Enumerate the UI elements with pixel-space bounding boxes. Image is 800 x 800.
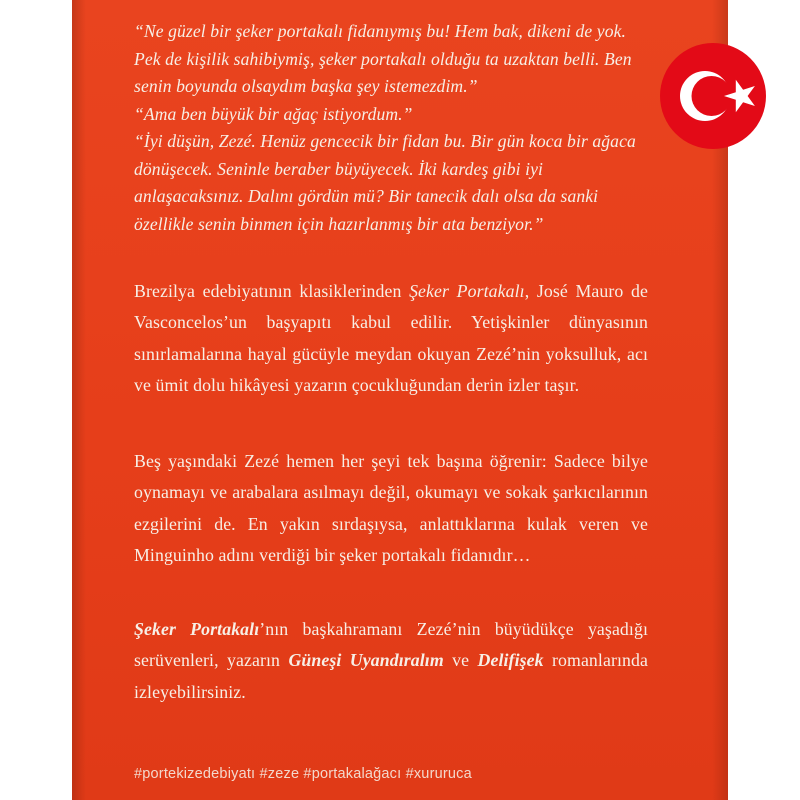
quote-line: “Ama ben büyük bir ağaç istiyordum.” — [134, 103, 413, 124]
book-title: Şeker Portakalı — [409, 281, 525, 301]
paragraph-text: , José Mauro de Vasconcelos’un başyapıtı kabul edilir. Yetişkinler dünyasının sınırlamalarına hayal gücüyle meydan okuyan Zezé’nin yoksulluk, acı ve ümit dolu hikâyesi yazarın çocukluğundan derin izler taşır. — [134, 281, 648, 395]
hashtags: #portekizedebiyatı #zeze #portakalağacı #xururuca — [134, 766, 472, 782]
paragraph-series — [134, 614, 648, 708]
book-title: Güneşi Uyandıralım — [288, 650, 444, 671]
paragraph-text: Beş yaşındaki Zezé hemen her şeyi tek başına öğrenir: Sadece bilye oynamayı ve arabalara asılmayı değil, okumayı ve sokak şarkıcılarının ezgilerini de. En yakın sırdaşıysa, anlattıklarına kulak veren ve Minguinho adını verdiği bir şeker portakalı fidanıdır… — [134, 451, 648, 565]
quote-line: “İyi düşün, Zezé. Henüz gencecik bir fidan bu. Bir gün koca bir ağaca dönüşecek. Seninle beraber büyüyecek. İki kardeş gibi iyi anlaşacaksınız. Dalını gördün mü? Bir tanecik dalı olsa da sanki özellikle senin binmen için hazırlanmış bir ata benziyor.” — [134, 131, 636, 234]
paragraph-text: ’nın başkahramanı Zezé’nin büyüdükçe yaşadığı serüvenleri, yazarın — [134, 619, 648, 671]
cover-shadow-left — [72, 0, 86, 800]
paragraph-text: Brezilya edebiyatının klasiklerinden — [134, 281, 410, 301]
paragraph-text: romanlarında izleyebilirsiniz. — [134, 650, 648, 702]
book-title: Delifişek — [477, 650, 544, 671]
paragraph-text: ve — [443, 650, 478, 671]
quote-line: “Ne güzel bir şeker portakalı fidanıymış bu! Hem bak, dikeni de yok. Pek de kişilik sahibiymiş, şeker portakalı olduğu ta uzaktan belli. Ben senin boyunda olsaydım başka şey istemezdim.” — [134, 21, 632, 96]
paragraph-intro — [134, 276, 648, 401]
turkey-flag-icon — [660, 43, 766, 149]
book-title: Şeker Portakalı — [134, 619, 260, 639]
quote-block — [134, 18, 648, 238]
paragraph-summary — [134, 446, 648, 571]
